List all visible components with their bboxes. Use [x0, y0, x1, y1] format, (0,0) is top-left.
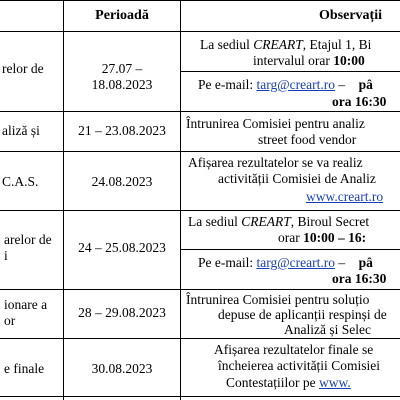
- row4-obs-a-line1: [188, 214, 369, 230]
- table-hline-header-bottom: [0, 31, 400, 32]
- table-hline-row2-bottom: [0, 151, 400, 152]
- row4-period: 24 – 25.08.2023: [78, 240, 166, 255]
- row4-obs-a-text: La sediul: [188, 214, 242, 229]
- table-hline-row1-split: [180, 71, 400, 72]
- table-hline-row4-split: [180, 249, 400, 250]
- row6-obs-line2: încheierea activității Comisiei: [218, 358, 380, 373]
- row4-obs-b-dash: –: [335, 255, 346, 270]
- row1-period-line2: 18.08.2023: [91, 77, 153, 92]
- row4-obs-a-rest: , Biroul Secret: [290, 214, 370, 229]
- row2-obs-line1: Întrunirea Comisiei pentru analiz: [186, 116, 365, 131]
- row1-obs-b-dash: –: [335, 77, 346, 92]
- row5-obs-line1: Întrunirea Comisiei pentru soluțio: [186, 292, 370, 307]
- row4-obs-b-email-link[interactable]: targ@creart.ro: [256, 255, 335, 270]
- table-hline-row3-bottom: [0, 210, 400, 211]
- row1-obs-a-rest: , Etajul 1, Bi: [302, 37, 372, 52]
- row1-obs-b-text: Pe e-mail:: [198, 77, 257, 92]
- row1-obs-a-line1: [200, 37, 371, 53]
- row3-obs-line2: activității Comisiei de Analiz: [218, 171, 376, 186]
- header-period: Perioadă: [95, 8, 149, 23]
- row1-obs-a2-time: 10:00: [333, 53, 365, 68]
- row4-obs-b-line2: ora 16:30: [332, 271, 387, 286]
- row4-obs-b-until: pâ: [358, 255, 373, 270]
- table-hline-row1-bottom: [0, 111, 400, 112]
- row1-obs-b-line2: ora 16:30: [332, 94, 387, 109]
- table-hline-row4-bottom: [0, 289, 400, 290]
- row4-obs-a2-time: 10:00 – 16:: [303, 230, 367, 245]
- row2-stage: aliză și: [2, 123, 40, 138]
- row4-obs-b-text: Pe e-mail:: [198, 255, 257, 270]
- row6-stage: e finale: [4, 361, 45, 376]
- row1-obs-a-text: La sediul: [200, 37, 254, 52]
- row1-obs-b-until: pâ: [358, 77, 373, 92]
- row6-obs-line1: Afișarea rezultatelor finale se: [214, 342, 374, 357]
- header-observations: Observații: [319, 8, 382, 23]
- row4-stage-line1: arelor de: [4, 232, 52, 247]
- row6-period: 30.08.2023: [91, 361, 153, 376]
- row5-obs-line3: Analiză și Selec: [284, 322, 371, 337]
- row1-obs-b-line1: [198, 77, 373, 93]
- row6-obs-line3-text: Contestațiilor pe: [226, 375, 319, 390]
- row1-period-line1: 27.07 –: [101, 61, 143, 76]
- row3-period: 24.08.2023: [91, 174, 153, 189]
- row3-stage: C.A.S.: [2, 174, 39, 189]
- row3-obs-line1: Afișarea rezultatelor se va realiz: [188, 155, 363, 170]
- row4-obs-a-line2: [278, 230, 366, 246]
- row4-obs-a2-text: orar: [278, 230, 304, 245]
- row5-period: 28 – 29.08.2023: [78, 305, 166, 320]
- row1-obs-b-email-link[interactable]: targ@creart.ro: [256, 77, 335, 92]
- table-vline-col2: [180, 0, 181, 400]
- row5-obs-line2: depuse de aplicanții respinși de: [218, 307, 387, 322]
- table-vline-col1: [63, 0, 64, 400]
- row6-obs-website-link[interactable]: www.: [318, 375, 351, 390]
- row5-stage-line2: or: [4, 313, 16, 328]
- row1-stage: relor de: [2, 61, 44, 76]
- row4-obs-a-org: CREART: [241, 214, 291, 229]
- row2-obs-line2: street food vendor: [258, 132, 357, 147]
- row1-obs-a2-text: intervalul orar: [253, 53, 334, 68]
- row4-obs-b-line1: [198, 255, 373, 271]
- row4-stage-line2: i: [4, 248, 8, 263]
- row6-obs-line3: [226, 375, 351, 391]
- row5-stage-line1: ionare a: [4, 297, 48, 312]
- row1-obs-a-line2: [253, 53, 365, 69]
- table-hline-header-top: [0, 0, 400, 1]
- row3-obs-website-link[interactable]: www.creart.ro: [306, 189, 384, 204]
- table-hline-row5-bottom: [0, 338, 400, 339]
- row1-obs-a-org: CREART: [253, 37, 303, 52]
- table-hline-row6-bottom: [0, 396, 400, 397]
- row2-period: 21 – 23.08.2023: [78, 123, 166, 138]
